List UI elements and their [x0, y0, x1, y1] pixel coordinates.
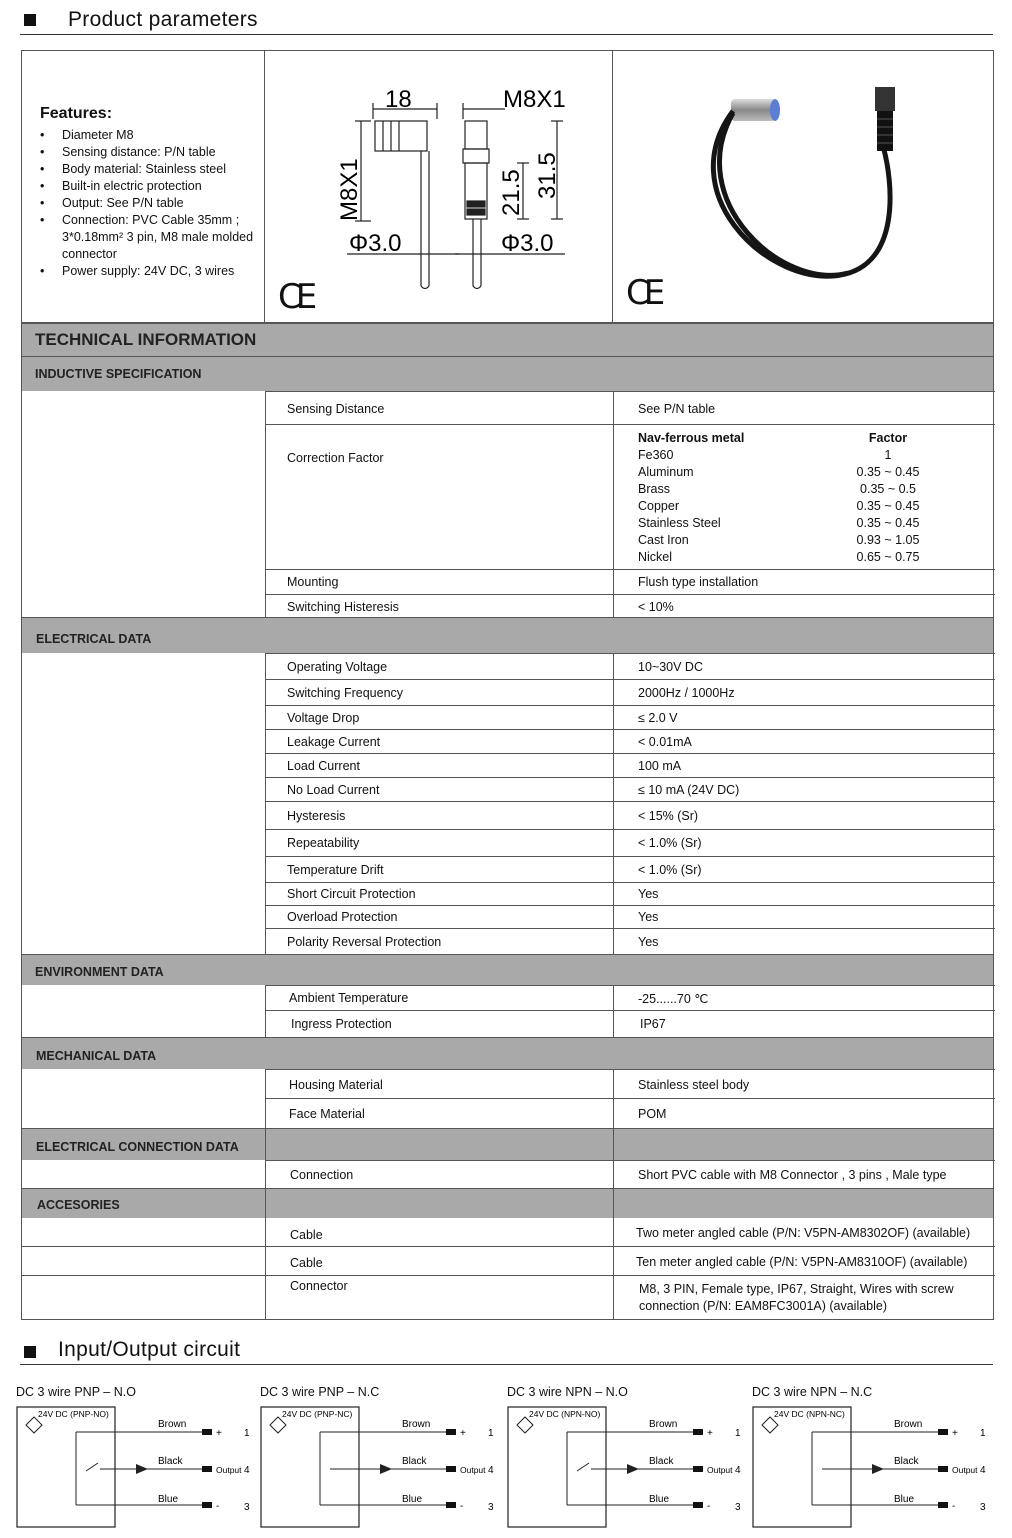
wire-black-label: Black	[158, 1456, 183, 1467]
spec-value: Yes	[638, 935, 659, 949]
spec-key: Connector	[290, 1279, 348, 1293]
ce-mark-icon: CE	[626, 273, 660, 313]
spec-key: Switching Histeresis	[287, 600, 399, 614]
spec-value: Two meter angled cable (P/N: V5PN-AM8302OF) (available)	[636, 1226, 971, 1240]
band-label: ENVIRONMENT DATA	[35, 965, 164, 979]
circuit-schematic	[507, 1405, 747, 1535]
band-label: ELECTRICAL CONNECTION DATA	[36, 1140, 239, 1154]
features-list	[40, 127, 265, 280]
feature-item: • Output: See P/N table	[40, 195, 265, 212]
circuit-schematic	[752, 1405, 992, 1535]
inductive-spec-band	[22, 356, 993, 391]
dim-m8x1-side-label: M8X1	[336, 158, 363, 221]
spec-value: 2000Hz / 1000Hz	[638, 686, 735, 700]
spec-key: Sensing Distance	[287, 402, 385, 416]
cf-metal: Copper	[638, 499, 679, 513]
heading-title: Product parameters	[68, 8, 258, 31]
spec-key: Correction Factor	[287, 451, 384, 465]
cf-factor: 0.35 ~ 0.45	[856, 516, 920, 530]
product-parameters-heading	[20, 6, 993, 35]
accessories-band	[22, 1188, 993, 1218]
spec-row-ingress-protection	[265, 1010, 995, 1037]
wire-black-label: Black	[402, 1456, 427, 1467]
spec-row-temperature-drift	[265, 856, 995, 882]
heading-title: Input/Output circuit	[58, 1338, 241, 1361]
wire-brown-label: Brown	[158, 1419, 187, 1430]
spec-key: Ingress Protection	[291, 1017, 392, 1031]
features-title: Features:	[40, 105, 113, 122]
pin-3-label: 3	[488, 1502, 494, 1513]
circuit-schematic	[16, 1405, 256, 1535]
cf-factor: 0.35 ~ 0.45	[856, 499, 920, 513]
feature-item: • Power supply: 24V DC, 3 wires	[40, 263, 265, 280]
band-label: TECHNICAL INFORMATION	[35, 330, 257, 349]
spec-row-face-material	[265, 1098, 995, 1128]
spec-value: < 0.01mA	[638, 735, 692, 749]
spec-value: M8, 3 PIN, Female type, IP67, Straight, Wires with screw connection (P/N: EAM8FC3001A) (available)	[639, 1282, 954, 1313]
spec-value: 100 mA	[638, 759, 682, 773]
cf-factor: 0.65 ~ 0.75	[856, 550, 920, 564]
cf-metal: Brass	[638, 482, 670, 496]
spec-value: < 1.0% (Sr)	[638, 863, 702, 877]
plus-label: +	[952, 1428, 958, 1439]
spec-key: Switching Frequency	[287, 686, 404, 700]
band-label: MECHANICAL DATA	[36, 1049, 157, 1063]
plus-label: +	[707, 1428, 713, 1439]
spec-row-leakage-current	[265, 729, 995, 753]
heading-square-icon	[24, 14, 36, 26]
spec-value: < 10%	[638, 600, 674, 614]
pin-1-label: 1	[980, 1428, 986, 1439]
spec-key: Operating Voltage	[287, 660, 388, 674]
circuit-title: DC 3 wire NPN – N.C	[752, 1385, 873, 1399]
circuit-box-label: 24V DC (PNP-NO)	[38, 1409, 109, 1419]
spec-value: 10~30V DC	[638, 660, 703, 674]
circuit-diagram	[260, 1385, 500, 1535]
product-photo-cell	[613, 51, 994, 322]
spec-value: Yes	[638, 910, 659, 924]
minus-label: -	[952, 1501, 956, 1512]
circuit-diagram	[507, 1385, 747, 1535]
spec-row-operating-voltage	[265, 653, 995, 679]
pin-4-label: 4	[488, 1465, 494, 1476]
sensor-face-shape	[770, 99, 780, 121]
spec-value: < 15% (Sr)	[638, 809, 699, 823]
pin-3-label: 3	[244, 1502, 250, 1513]
spec-row-mounting	[265, 569, 995, 594]
cf-metal: Fe360	[638, 448, 674, 462]
cf-factor: 0.35 ~ 0.45	[856, 465, 920, 479]
spec-row-short-circuit-protection	[265, 882, 995, 905]
spec-key: Cable	[290, 1228, 323, 1242]
feature-item: • Body material: Stainless steel	[40, 161, 265, 178]
pin-4-label: 4	[980, 1465, 986, 1476]
spec-row-switching-hysteresis	[265, 594, 995, 617]
wire-black-label: Black	[894, 1456, 919, 1467]
spec-value: See P/N table	[638, 402, 716, 416]
dimension-drawing	[265, 51, 611, 322]
dim-m8x1-top-label: M8X1	[503, 86, 566, 113]
spec-key: Temperature Drift	[287, 863, 384, 877]
spec-key: Polarity Reversal Protection	[287, 935, 442, 949]
spec-row-cable-2m	[265, 1218, 995, 1246]
circuit-schematic	[260, 1405, 500, 1535]
spec-value: ≤ 2.0 V	[638, 711, 678, 725]
output-label: Output	[707, 1465, 733, 1475]
circuit-diagram	[752, 1385, 992, 1535]
circuit-title: DC 3 wire PNP – N.C	[260, 1385, 380, 1399]
sensor-barrel-shape	[731, 99, 775, 121]
io-circuit-heading	[20, 1336, 993, 1365]
spec-row-cable-10m	[265, 1246, 995, 1275]
wire-brown-label: Brown	[649, 1419, 678, 1430]
wire-blue-label: Blue	[894, 1494, 915, 1505]
technical-spec-table	[21, 323, 994, 1320]
spec-key: Connection	[290, 1168, 354, 1182]
spec-row-no-load-current	[265, 777, 995, 801]
pin-1-label: 1	[488, 1428, 494, 1439]
spec-row-connection	[265, 1160, 995, 1188]
features-cell	[22, 51, 265, 322]
environment-data-band	[22, 954, 993, 985]
plus-label: +	[460, 1428, 466, 1439]
pin-4-label: 4	[244, 1465, 250, 1476]
wire-black-label: Black	[649, 1456, 674, 1467]
spec-row-sensing-distance	[265, 391, 995, 424]
spec-key: Mounting	[287, 575, 339, 589]
wire-blue-label: Blue	[402, 1494, 423, 1505]
spec-key: No Load Current	[287, 783, 380, 797]
circuit-diagram	[16, 1385, 256, 1535]
band-label: ACCESORIES	[37, 1198, 120, 1212]
spec-key: Repeatability	[287, 836, 360, 850]
spec-row-connector	[265, 1275, 995, 1320]
minus-label: -	[460, 1501, 464, 1512]
circuit-title: DC 3 wire NPN – N.O	[507, 1385, 628, 1399]
cf-header-factor: Factor	[868, 431, 908, 445]
feature-item: • Sensing distance: P/N table	[40, 144, 265, 161]
wire-blue-label: Blue	[158, 1494, 179, 1505]
spec-value: Stainless steel body	[638, 1078, 750, 1092]
minus-label: -	[216, 1501, 220, 1512]
spec-row-repeatability	[265, 829, 995, 856]
connector-head-shape	[875, 87, 895, 111]
spec-row-correction-factor	[265, 424, 995, 569]
dim-phi-left-label: Φ3.0	[349, 230, 402, 257]
feature-item: • Built-in electric protection	[40, 178, 265, 195]
spec-value: Ten meter angled cable (P/N: V5PN-AM8310OF) (available)	[636, 1255, 968, 1269]
pin-1-label: 1	[244, 1428, 250, 1439]
circuit-box-label: 24V DC (NPN-NC)	[774, 1409, 845, 1419]
correction-factor-table	[638, 430, 938, 566]
dim-31-5-label: 31.5	[534, 152, 561, 199]
band-label: ELECTRICAL DATA	[36, 632, 152, 646]
spec-row-ambient-temperature	[265, 985, 995, 1010]
pin-1-label: 1	[735, 1428, 741, 1439]
feature-item: • Diameter M8	[40, 127, 265, 144]
spec-key: Hysteresis	[287, 809, 346, 823]
output-label: Output	[952, 1465, 978, 1475]
spec-key: Cable	[290, 1256, 323, 1270]
circuit-box-label: 24V DC (PNP-NC)	[282, 1409, 353, 1419]
technical-information-band	[22, 323, 993, 356]
spec-key: Overload Protection	[287, 910, 398, 924]
cf-metal: Nickel	[638, 550, 673, 564]
electrical-data-band	[22, 617, 993, 653]
spec-key: Face Material	[289, 1107, 365, 1121]
spec-value: -25......70 ℃	[638, 992, 709, 1006]
spec-row-housing-material	[265, 1069, 995, 1098]
dimension-drawing-cell	[265, 51, 613, 322]
cf-metal: Aluminum	[638, 465, 694, 479]
heading-square-icon	[24, 1346, 36, 1358]
spec-key: Load Current	[287, 759, 360, 773]
spec-row-hysteresis	[265, 801, 995, 829]
wire-blue-label: Blue	[649, 1494, 670, 1505]
spec-key: Leakage Current	[287, 735, 381, 749]
product-photo	[613, 51, 993, 322]
cf-metal: Stainless Steel	[638, 516, 721, 530]
circuit-title: DC 3 wire PNP – N.O	[16, 1385, 136, 1399]
spec-value: ≤ 10 mA (24V DC)	[638, 783, 740, 797]
cf-header-metal: Nav-ferrous metal	[638, 431, 745, 445]
pin-4-label: 4	[735, 1465, 741, 1476]
spec-key: Ambient Temperature	[289, 991, 409, 1005]
feature-item: • Connection: PVC Cable 35mm ; 3*0.18mm² 3 pin, M8 male molded connector	[40, 212, 265, 263]
pin-3-label: 3	[735, 1502, 741, 1513]
cf-factor: 1	[884, 448, 892, 462]
spec-value: Yes	[638, 887, 659, 901]
minus-label: -	[707, 1501, 711, 1512]
spec-key: Short Circuit Protection	[287, 887, 416, 901]
spec-row-polarity-reversal-protection	[265, 928, 995, 954]
cf-metal: Cast Iron	[638, 533, 689, 547]
circuit-box-label: 24V DC (NPN-NO)	[529, 1409, 601, 1419]
dim-phi-right-label: Φ3.0	[501, 230, 554, 257]
spec-key: Housing Material	[289, 1078, 383, 1092]
wire-brown-label: Brown	[894, 1419, 923, 1430]
dim-18-label: 18	[385, 86, 412, 113]
dim-21-5-label: 21.5	[498, 169, 525, 216]
spec-row-load-current	[265, 753, 995, 777]
spec-value: IP67	[640, 1017, 666, 1031]
spec-value: Flush type installation	[638, 575, 759, 589]
spec-value: < 1.0% (Sr)	[638, 836, 702, 850]
wire-brown-label: Brown	[402, 1419, 431, 1430]
spec-value: Short PVC cable with M8 Connector , 3 pins , Male type	[638, 1168, 947, 1182]
plus-label: +	[216, 1428, 222, 1439]
spec-row-switching-frequency	[265, 679, 995, 705]
electrical-connection-band	[22, 1128, 993, 1160]
pin-3-label: 3	[980, 1502, 986, 1513]
cable-shape	[713, 111, 890, 276]
band-label: INDUCTIVE SPECIFICATION	[35, 367, 202, 381]
spec-row-overload-protection	[265, 905, 995, 928]
output-label: Output	[460, 1465, 486, 1475]
spec-key: Voltage Drop	[287, 711, 360, 725]
ce-mark-icon: CE	[278, 277, 312, 317]
product-overview-table	[21, 50, 994, 323]
cf-factor: 0.93 ~ 1.05	[856, 533, 920, 547]
mechanical-data-band	[22, 1037, 993, 1069]
cf-factor: 0.35 ~ 0.5	[860, 482, 916, 496]
output-label: Output	[216, 1465, 242, 1475]
spec-row-voltage-drop	[265, 705, 995, 729]
spec-value: POM	[638, 1107, 667, 1121]
